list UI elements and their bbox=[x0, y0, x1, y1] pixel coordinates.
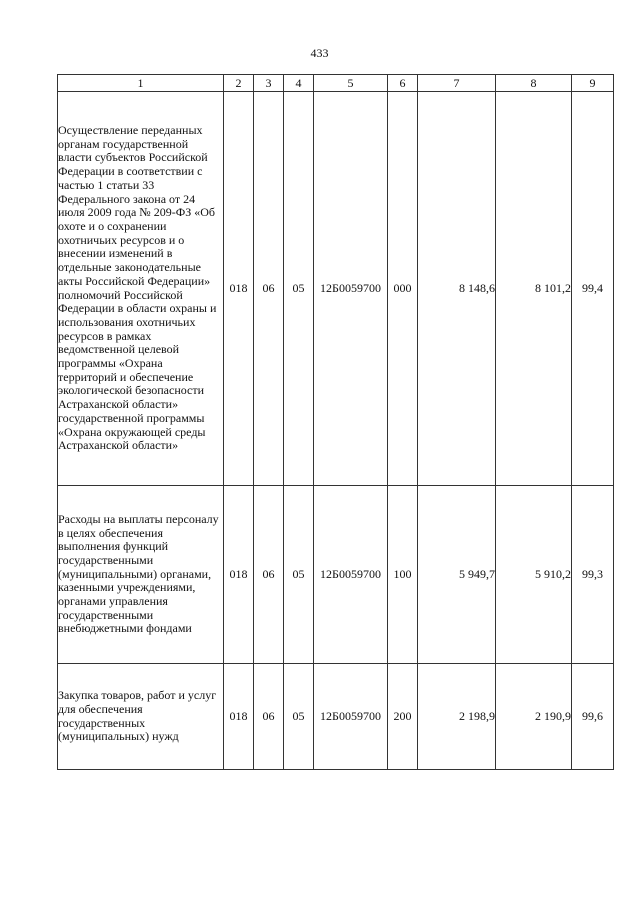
header-col-8: 8 bbox=[496, 75, 572, 92]
planned-amount: 5 949,7 bbox=[418, 486, 496, 664]
planned-amount: 8 148,6 bbox=[418, 92, 496, 486]
header-col-6: 6 bbox=[388, 75, 418, 92]
row-description: Расходы на выплаты персоналу в целях обеспечения выполнения функций государственными (муниципальными) органами, казенными учреждениями, органами управления государственными внебюджетными фондами bbox=[58, 486, 224, 664]
table-row bbox=[58, 486, 614, 664]
header-col-1: 1 bbox=[58, 75, 224, 92]
actual-amount: 5 910,2 bbox=[496, 486, 572, 664]
target-article-code: 12Б0059700 bbox=[314, 486, 388, 664]
header-col-4: 4 bbox=[284, 75, 314, 92]
page-number: 433 bbox=[310, 46, 329, 60]
table-header-row bbox=[58, 75, 614, 92]
header-col-7: 7 bbox=[418, 75, 496, 92]
actual-amount: 2 190,9 bbox=[496, 664, 572, 770]
header-col-5: 5 bbox=[314, 75, 388, 92]
row-description: Осуществление переданных органам государственной власти субъектов Российской Федерации в соответствии с частью 1 статьи 33 Федерального закона от 24 июля 2009 года № 209-ФЗ «Об охоте и о сохранении охотничьих ресурсов и о внесении изменений в отдельные законодательные акты Российской Федерации» полномочий Российской Федерации в области охраны и использования охотничьих ресурсов в рамках ведомственной целевой программы «Охрана территорий и обеспечение экологической безопасности Астраханской области» государственной программы «Охрана окружающей среды Астраханской области» bbox=[58, 92, 224, 486]
section-code: 06 bbox=[254, 92, 284, 486]
target-article-code: 12Б0059700 bbox=[314, 92, 388, 486]
expense-type-code: 100 bbox=[388, 486, 418, 664]
execution-percent: 99,3 bbox=[572, 486, 614, 664]
actual-amount: 8 101,2 bbox=[496, 92, 572, 486]
table-row bbox=[58, 92, 614, 486]
table-row bbox=[58, 664, 614, 770]
target-article-code: 12Б0059700 bbox=[314, 664, 388, 770]
subsection-code: 05 bbox=[284, 486, 314, 664]
execution-percent: 99,4 bbox=[572, 92, 614, 486]
expense-type-code: 000 bbox=[388, 92, 418, 486]
header-col-2: 2 bbox=[224, 75, 254, 92]
ministry-code: 018 bbox=[224, 92, 254, 486]
section-code: 06 bbox=[254, 486, 284, 664]
row-description: Закупка товаров, работ и услуг для обеспечения государственных (муниципальных) нужд bbox=[58, 664, 224, 770]
subsection-code: 05 bbox=[284, 92, 314, 486]
budget-table bbox=[57, 74, 614, 770]
execution-percent: 99,6 bbox=[572, 664, 614, 770]
ministry-code: 018 bbox=[224, 486, 254, 664]
expense-type-code: 200 bbox=[388, 664, 418, 770]
planned-amount: 2 198,9 bbox=[418, 664, 496, 770]
header-col-9: 9 bbox=[572, 75, 614, 92]
subsection-code: 05 bbox=[284, 664, 314, 770]
section-code: 06 bbox=[254, 664, 284, 770]
ministry-code: 018 bbox=[224, 664, 254, 770]
header-col-3: 3 bbox=[254, 75, 284, 92]
